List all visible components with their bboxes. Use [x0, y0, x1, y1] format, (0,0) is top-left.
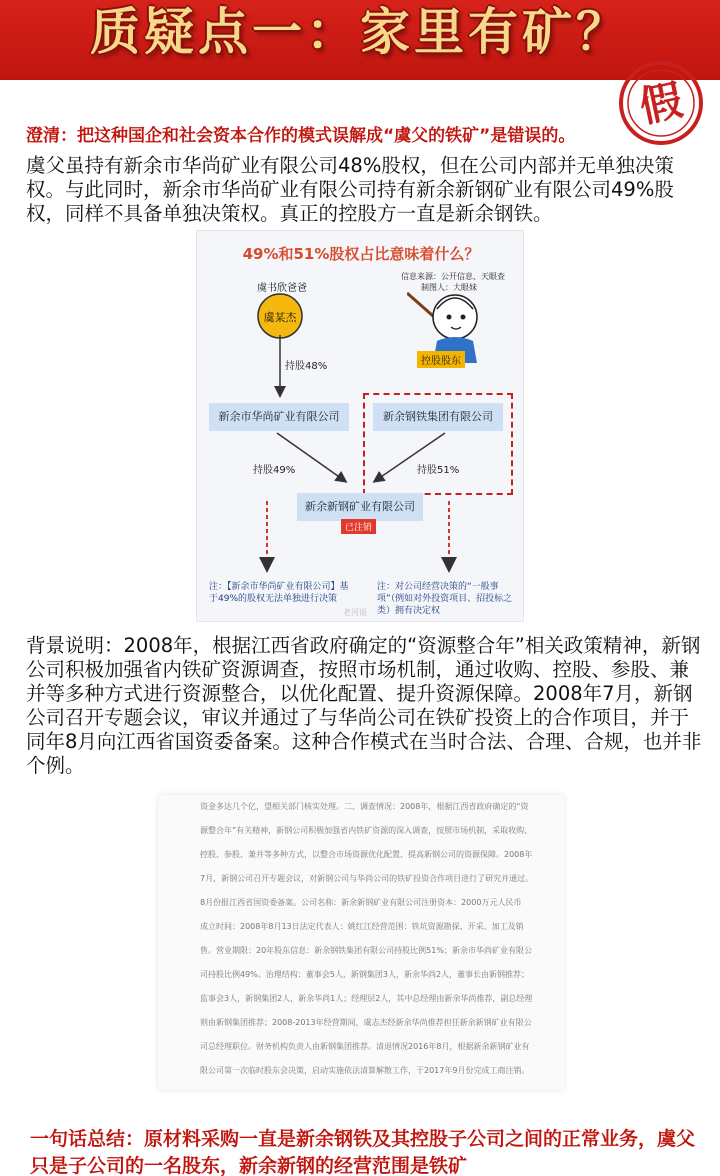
equity-diagram	[196, 230, 524, 622]
doc-line: 控股、参股、兼并等多种方式，以整合市场资源优化配置、提高新钢公司的资源保障。2008年	[200, 850, 533, 859]
doc-line: 监事会3人，新钢集团2人，新余华尚1人；经理层2人，其中总经理由新余华尚推荐，副总经理	[200, 994, 533, 1003]
diagram-title: 49%和51%股权占比意味着什么？	[242, 245, 480, 263]
stamp-text: 假	[635, 75, 687, 132]
paragraph-background: 背景说明：2008年，根据江西省政府确定的“资源整合年”相关政策精神，新钢公司积极加强省内铁矿资源调查，按照市场机制，通过收购、控股、参股、兼并等多种方式进行资源整合，以优化配置、提升资源保障。2008年7月，新钢公司召开专题会议，审议并通过了与华尚公司在铁矿投资上的合作项目，并于同年8月向江西省国资委备案。这种合作模式在当时合法、合理、合规，也并非个例。	[26, 634, 702, 777]
diagram-watermark: 老河谣	[343, 608, 367, 617]
stake-51-label: 持股51%	[417, 465, 460, 476]
doc-line: 成立时间：2008年8月13日法定代表人：姚红江经营范围：铁坑资源勘探、开采、加工及销	[200, 922, 524, 931]
mining-node: 新余新钢矿业有限公司	[297, 493, 423, 521]
doc-line: 8月份报江西省国资委备案。公司名称：新余新钢矿业有限公司注册资本：2000万元人民币	[200, 898, 522, 907]
clarification-text: 澄清：把这种国企和社会资本合作的模式误解成“虞父的铁矿”是错误的。	[26, 126, 576, 146]
doc-line: 7月，新钢公司召开专题会议，对新钢公司与华尚公司的铁矿投资合作项目进行了研究并通过。	[200, 874, 534, 883]
controlling-badge: 控股股东	[417, 351, 465, 368]
person-name: 虞某杰	[263, 311, 297, 324]
xingang-group-node: 新余钢铁集团有限公司	[373, 403, 503, 431]
doc-line: 限公司第一次临时股东会决策，启动实施依法清算解散工作，于2017年9月份完成工商注销。	[200, 1066, 530, 1075]
stake-49-label: 持股49%	[253, 465, 296, 476]
controlling-dashed-frame	[363, 393, 513, 495]
doc-line: 则由新钢集团推荐；2008-2013年经营期间，虞志杰经新余华尚推荐担任新余新钢矿业有限公	[200, 1018, 532, 1027]
note-right: 注：对公司经营决策的“一般事项”（例如对外投资项目、招投标之类）拥有决定权	[377, 582, 513, 616]
doc-line: 售。营业期限：20年股东信息：新余钢铁集团有限公司持股比例51%；新余市华尚矿业有限公	[200, 946, 532, 955]
cancelled-badge: 已注销	[341, 519, 376, 534]
huashang-node: 新余市华尚矿业有限公司	[209, 403, 349, 431]
diagram-author: 制图人：大眼妹	[421, 283, 477, 292]
doc-line: 源整合年”有关精神，新钢公司积极加强省内铁矿资源的深入调查，按照市场机制，采取收购、	[200, 826, 533, 835]
doc-line: 司总经理职位。财务机构负责人由新钢集团推荐。清退情况2016年8月，根据新余新钢矿业有	[200, 1042, 530, 1051]
top-label: 虞书欣爸爸	[257, 283, 307, 294]
header-banner	[0, 0, 720, 80]
doc-line: 司持股比例49%。治理结构：董事会5人，新钢集团3人，新余华尚2人，董事长由新钢推荐；	[200, 970, 530, 979]
summary-text: 一句话总结：原材料采购一直是新余钢铁及其控股子公司之间的正常业务，虞父只是子公司的一名股东，新余新钢的经营范围是铁矿	[30, 1128, 696, 1176]
stake-48-label: 持股48%	[285, 361, 328, 372]
doc-line: 资金多达几个亿，望相关部门核实处理。二、调查情况：2008年，根据江西省政府确定的“资	[200, 802, 529, 811]
document-excerpt-image	[158, 795, 564, 1090]
diagram-source: 信息来源：公开信息、天眼查	[401, 272, 505, 281]
paragraph-ownership: 虞父虽持有新余市华尚矿业有限公司48%股权，但在公司内部并无单独决策权。与此同时，新余市华尚矿业有限公司持有新余新钢矿业有限公司49%股权，同样不具备单独决策权。真正的控股方一直是新余钢铁。	[26, 154, 674, 225]
banner-title: 质疑点一：家里有矿？	[90, 3, 630, 61]
note-left: 注：【新余市华尚矿业有限公司】基于49%的股权无法单独进行决策	[209, 582, 349, 604]
